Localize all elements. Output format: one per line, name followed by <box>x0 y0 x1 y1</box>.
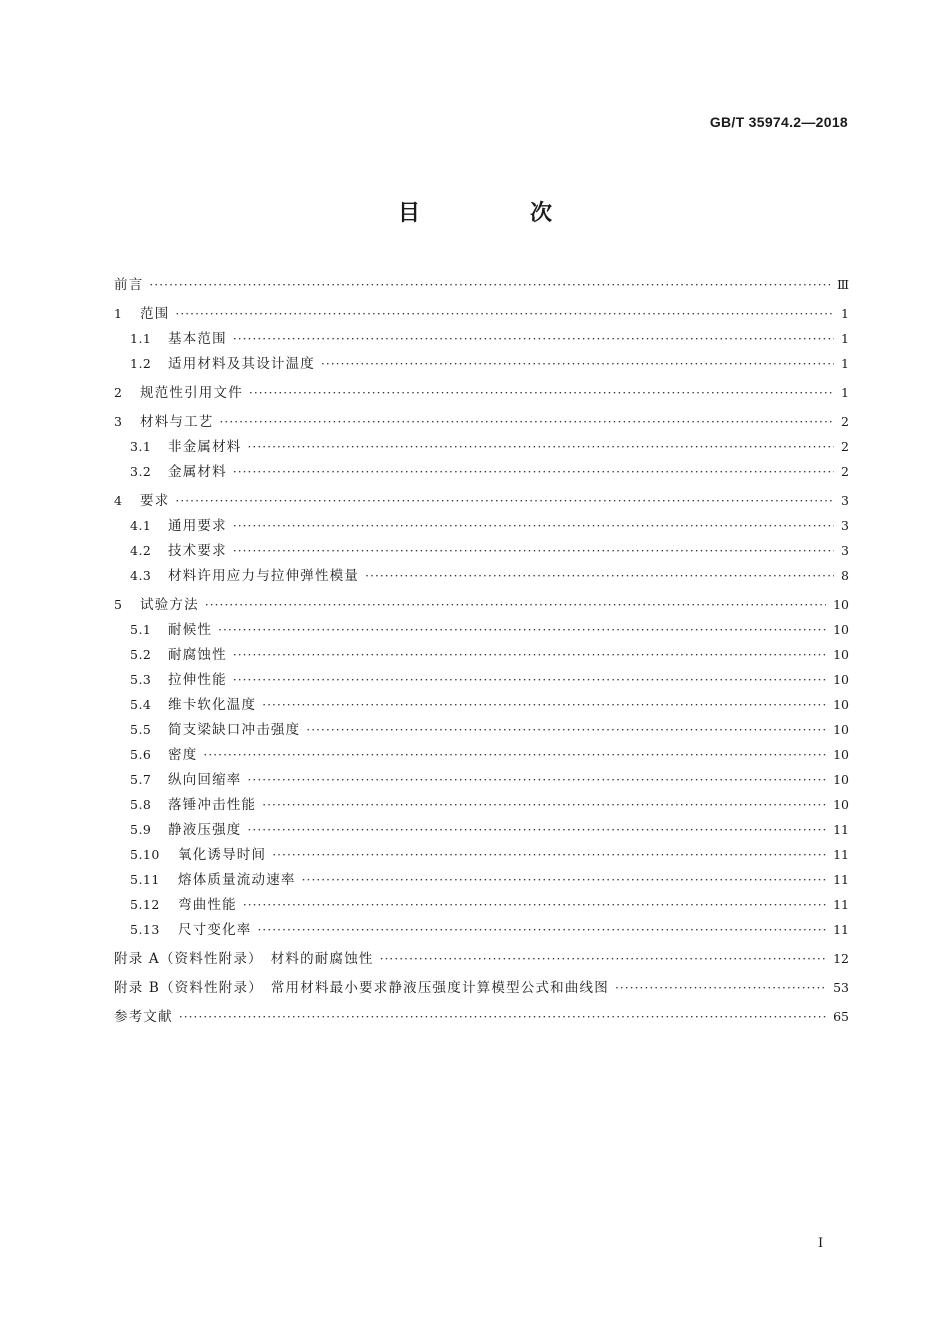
toc-entry[interactable] <box>114 380 849 405</box>
toc-entry-number: 4 <box>114 493 123 508</box>
toc-entry[interactable] <box>114 326 849 351</box>
toc-entry[interactable] <box>114 946 849 971</box>
toc-entry-number: 4.1 <box>130 518 152 533</box>
toc-dot-leader <box>233 327 834 352</box>
toc-entry[interactable] <box>114 975 849 1000</box>
toc-entry-label: 技术要求 <box>168 543 227 559</box>
toc-entry-label: 基本范围 <box>168 331 227 347</box>
toc-dot-leader <box>306 718 826 743</box>
toc-entry-label: 金属材料 <box>168 464 227 480</box>
toc-entry-label: 弯曲性能 <box>178 897 237 913</box>
toc-dot-leader <box>262 693 826 718</box>
toc-entry[interactable] <box>114 692 849 717</box>
toc-entry-page: 3 <box>841 493 849 508</box>
toc-entry-label: 熔体质量流动速率 <box>178 872 296 888</box>
toc-entry-number: 3.2 <box>130 464 152 479</box>
toc-dot-leader <box>233 643 826 668</box>
toc-entry[interactable] <box>114 742 849 767</box>
toc-entry[interactable] <box>114 892 849 917</box>
toc-entry-page: 3 <box>841 543 849 558</box>
toc-dot-leader <box>380 947 827 972</box>
toc-entry[interactable] <box>114 867 849 892</box>
toc-dot-leader <box>258 918 827 943</box>
toc-dot-leader <box>248 818 827 843</box>
toc-entry-number: 5.4 <box>130 697 152 712</box>
toc-entry-number: 5.13 <box>130 922 160 937</box>
toc-entry-number: 5.10 <box>130 847 160 862</box>
toc-entry-number: 1.1 <box>130 331 152 346</box>
toc-entry-label: 通用要求 <box>168 518 227 534</box>
toc-dot-leader <box>233 668 826 693</box>
toc-entry-number: 5.9 <box>130 822 152 837</box>
toc-entry-page: 10 <box>833 797 849 812</box>
toc-entry-number: 5.3 <box>130 672 152 687</box>
toc-entry-page: 3 <box>841 518 849 533</box>
toc-dot-leader <box>262 793 826 818</box>
toc-entry-page: 10 <box>833 622 849 637</box>
toc-entry[interactable] <box>114 351 849 376</box>
toc-dot-leader <box>205 593 826 618</box>
toc-entry-number: 5.6 <box>130 747 152 762</box>
toc-entry-number: 4.3 <box>130 568 152 583</box>
toc-entry-label: 要求 <box>140 493 170 509</box>
toc-dot-leader <box>203 743 826 768</box>
toc-entry-label: 适用材料及其设计温度 <box>168 356 315 372</box>
toc-entry-page: 2 <box>841 439 849 454</box>
toc-entry[interactable] <box>114 592 849 617</box>
toc-dot-leader <box>233 539 834 564</box>
toc-entry[interactable] <box>114 642 849 667</box>
toc-dot-leader <box>233 514 834 539</box>
toc-entry-number: 5.11 <box>130 872 160 887</box>
toc-entry[interactable] <box>114 513 849 538</box>
toc-dot-leader <box>615 976 826 1001</box>
toc-entry-label: 规范性引用文件 <box>140 385 243 401</box>
toc-entry-label: 密度 <box>168 747 198 763</box>
toc-entry-label: 耐腐蚀性 <box>168 647 227 663</box>
toc-entry[interactable] <box>114 1004 849 1029</box>
toc-entry[interactable] <box>114 792 849 817</box>
toc-entry-label: 纵向回缩率 <box>168 772 242 788</box>
toc-dot-leader <box>272 843 826 868</box>
toc-entry-number: 4.2 <box>130 543 152 558</box>
toc-entry-page: 11 <box>833 897 849 912</box>
toc-entry-page: 2 <box>841 464 849 479</box>
toc-entry-page: 12 <box>833 951 849 966</box>
toc-entry-number: 1 <box>114 306 123 321</box>
toc-entry-page: 10 <box>833 747 849 762</box>
toc-entry-page: 1 <box>841 356 849 371</box>
toc-entry-number: 5.2 <box>130 647 152 662</box>
toc-dot-leader <box>179 1005 826 1030</box>
toc-entry-page: 1 <box>841 331 849 346</box>
toc-dot-leader <box>302 868 826 893</box>
toc-entry[interactable] <box>114 459 849 484</box>
toc-entry-label: 氧化诱导时间 <box>178 847 267 863</box>
toc-entry-page: 65 <box>833 1009 849 1024</box>
toc-dot-leader <box>149 273 830 298</box>
table-of-contents <box>114 272 849 1029</box>
toc-entry-number: 3.1 <box>130 439 152 454</box>
toc-entry-page: 2 <box>841 414 849 429</box>
toc-entry-label: 维卡软化温度 <box>168 697 257 713</box>
toc-entry-page: 10 <box>833 647 849 662</box>
toc-dot-leader <box>175 302 834 327</box>
toc-entry-number: 5.7 <box>130 772 152 787</box>
toc-entry-label: 附录 A（资料性附录） 材料的耐腐蚀性 <box>114 951 374 967</box>
toc-entry-number: 5.12 <box>130 897 160 912</box>
toc-entry-page: 8 <box>841 568 849 583</box>
toc-dot-leader <box>321 352 834 377</box>
toc-entry-label: 材料与工艺 <box>140 414 214 430</box>
toc-entry[interactable] <box>114 667 849 692</box>
toc-entry-page: 1 <box>841 385 849 400</box>
toc-dot-leader <box>233 460 834 485</box>
toc-entry-number: 3 <box>114 414 123 429</box>
toc-dot-leader <box>220 410 835 435</box>
toc-entry[interactable] <box>114 767 849 792</box>
toc-dot-leader <box>218 618 826 643</box>
toc-dot-leader <box>249 381 834 406</box>
toc-entry-number: 1.2 <box>130 356 152 371</box>
standard-code: GB/T 35974.2—2018 <box>709 114 848 130</box>
toc-entry-label: 非金属材料 <box>168 439 242 455</box>
toc-entry-label: 参考文献 <box>114 1009 173 1025</box>
toc-entry[interactable] <box>114 488 849 513</box>
toc-dot-leader <box>248 435 835 460</box>
page-title: 目 次 <box>397 201 596 226</box>
toc-entry-label: 耐候性 <box>168 622 213 638</box>
toc-entry-number: 5.5 <box>130 722 152 737</box>
toc-entry-page: Ⅲ <box>836 277 849 292</box>
toc-entry-label: 前言 <box>114 277 144 293</box>
toc-dot-leader <box>175 489 834 514</box>
toc-entry-label: 落锤冲击性能 <box>168 797 257 813</box>
toc-entry-page: 10 <box>833 772 849 787</box>
toc-entry-label: 拉伸性能 <box>168 672 227 688</box>
toc-entry-label: 材料许用应力与拉伸弹性模量 <box>168 568 360 584</box>
toc-dot-leader <box>365 564 834 589</box>
toc-entry-label: 试验方法 <box>140 597 199 613</box>
toc-dot-leader <box>248 768 827 793</box>
toc-entry-number: 5 <box>114 597 123 612</box>
toc-entry-page: 1 <box>841 306 849 321</box>
footer-page-number: I <box>818 1236 824 1251</box>
toc-entry[interactable] <box>114 617 849 642</box>
toc-entry-label: 附录 B（资料性附录） 常用材料最小要求静液压强度计算模型公式和曲线图 <box>114 980 609 996</box>
toc-entry-number: 5.1 <box>130 622 152 637</box>
toc-entry[interactable] <box>114 717 849 742</box>
toc-entry-page: 10 <box>833 697 849 712</box>
toc-entry[interactable] <box>114 917 849 942</box>
toc-entry[interactable] <box>114 409 849 434</box>
toc-entry-page: 53 <box>833 980 849 995</box>
toc-entry[interactable] <box>114 817 849 842</box>
toc-entry-label: 范围 <box>140 306 170 322</box>
toc-entry-page: 11 <box>833 922 849 937</box>
toc-entry-page: 10 <box>833 672 849 687</box>
toc-entry-number: 2 <box>114 385 123 400</box>
toc-entry-page: 10 <box>833 597 849 612</box>
toc-entry[interactable] <box>114 538 849 563</box>
toc-entry[interactable] <box>114 563 849 588</box>
toc-entry-page: 11 <box>833 872 849 887</box>
toc-entry-label: 尺寸变化率 <box>178 922 252 938</box>
toc-entry[interactable] <box>114 842 849 867</box>
toc-entry[interactable] <box>114 272 849 297</box>
toc-entry-page: 11 <box>833 847 849 862</box>
toc-dot-leader <box>243 893 826 918</box>
toc-entry-number: 5.8 <box>130 797 152 812</box>
toc-entry[interactable] <box>114 301 849 326</box>
toc-entry-page: 10 <box>833 722 849 737</box>
toc-entry-page: 11 <box>833 822 849 837</box>
toc-entry-label: 静液压强度 <box>168 822 242 838</box>
toc-entry-label: 简支梁缺口冲击强度 <box>168 722 301 738</box>
toc-entry[interactable] <box>114 434 849 459</box>
